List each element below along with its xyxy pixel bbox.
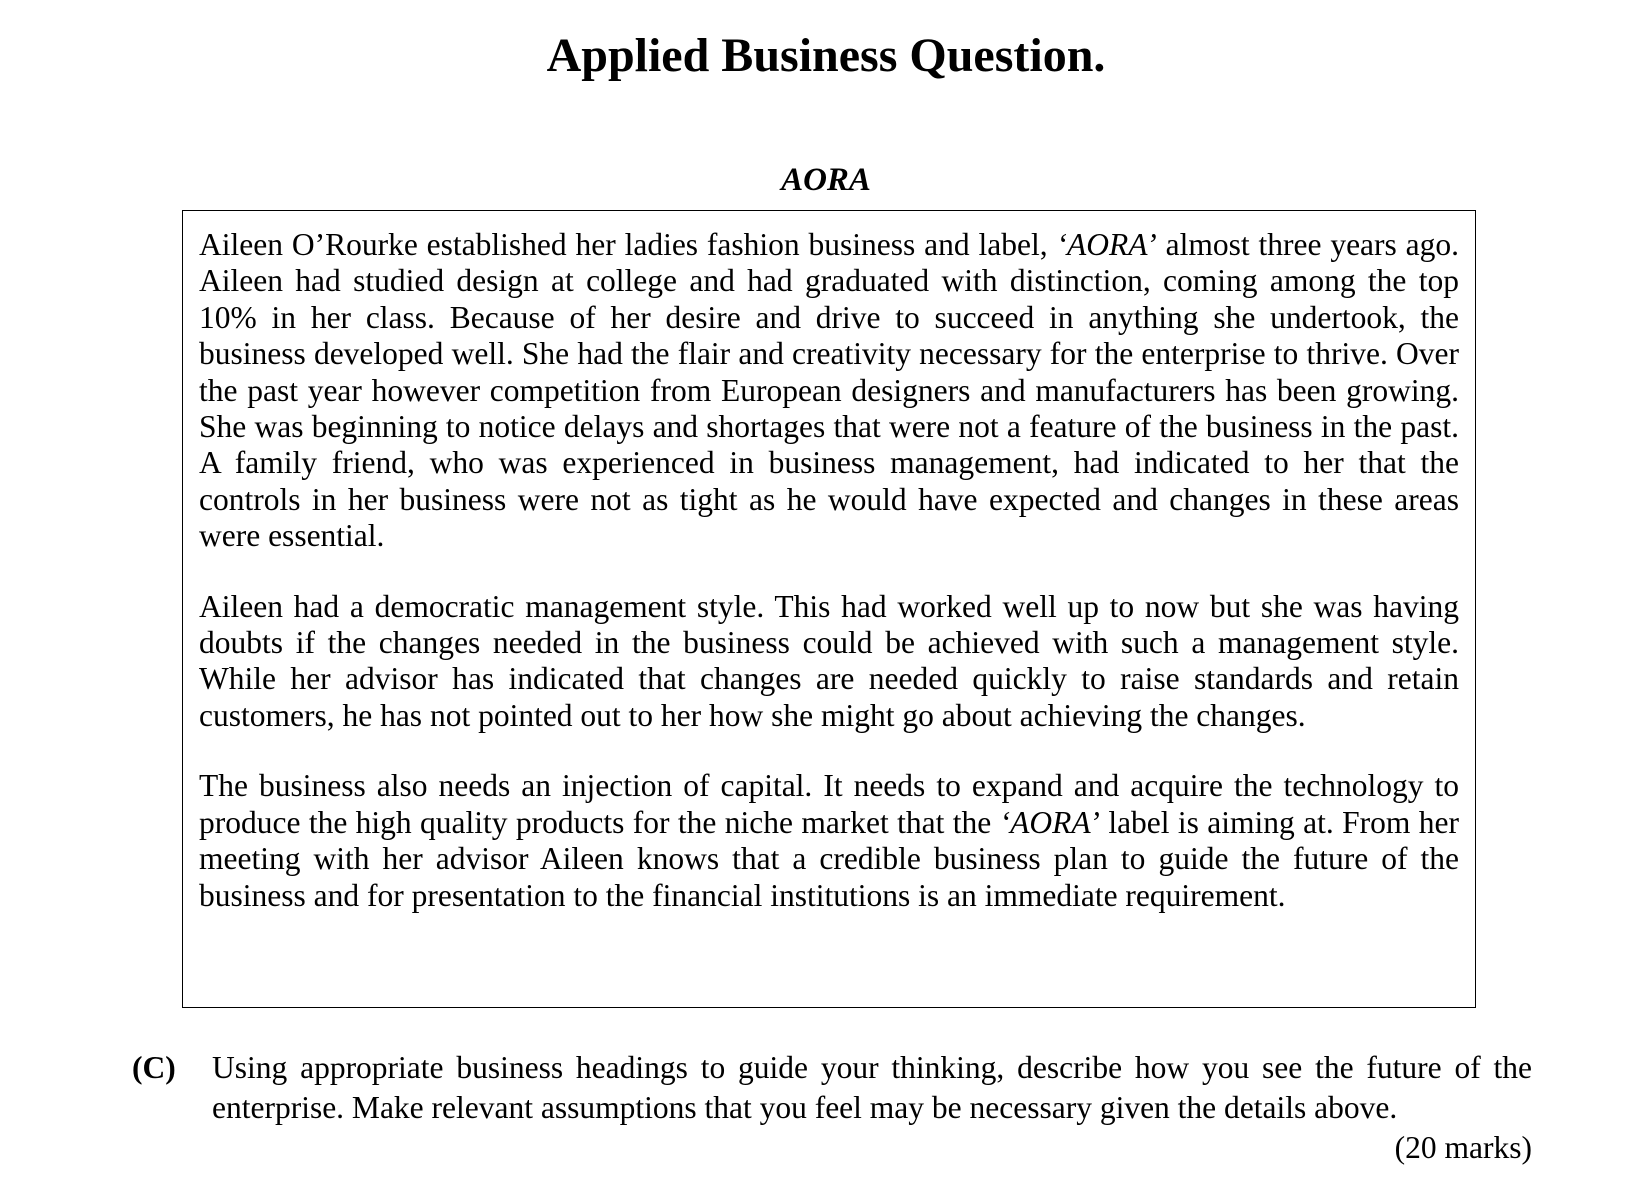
question-marks: (20 marks) xyxy=(1394,1130,1532,1165)
case-study-box xyxy=(182,210,1476,1008)
case-paragraph-3 xyxy=(199,768,1459,914)
question-label: (C) xyxy=(132,1050,176,1085)
paragraph-2-run-1: Aileen had a democratic management style. This had worked well up to now but she was having doubts if the changes needed in the business could be achieved with such a management style. While her advisor has indicated that changes are needed quickly to raise standards and retain customers, he has not pointed out to her how she might go about achieving the changes. xyxy=(199,588,1459,733)
paragraph-1-run-1: Aileen O’Rourke established her ladies fashion business and label, xyxy=(199,227,1057,262)
paragraph-3-run-1: The business also needs an injection of capital. It needs to expand and acquire the technology to produce the high quality products for the niche market that the xyxy=(199,768,1459,840)
case-paragraph-2 xyxy=(199,589,1459,735)
paragraph-1-run-2: almost three years ago. Aileen had studied design at college and had graduated with distinction, coming among the top 10% in her class. Because of her desire and drive to succeed in anything she undertook, the business developed well. She had the flair and creativity necessary for the enterprise to thrive. Over the past year however competition from European designers and manufacturers has been growing. She was beginning to notice delays and shortages that were not a feature of the business in the past. A family friend, who was experienced in business management, had indicated to her that the controls in her business were not as tight as he would have expected and changes in these areas were essential. xyxy=(199,227,1460,554)
aora-label-italic: ‘AORA’ xyxy=(1056,227,1157,262)
aora-label-italic: ‘AORA’ xyxy=(999,804,1100,840)
case-paragraph-1 xyxy=(199,227,1459,555)
case-study-heading: AORA xyxy=(781,162,871,198)
question-text: Using appropriate business headings to guide your thinking, describe how you see the future of the enterprise. Make relevant assumptions that you feel may be necessary given the details above. xyxy=(212,1050,1532,1125)
page-title: Applied Business Question. xyxy=(546,29,1106,82)
paragraph-3-run-2: label is aiming at. From her meeting with her advisor Aileen knows that a credible business plan to guide the future of the business and for presentation to the financial institutions is an immediate requirement. xyxy=(199,804,1459,913)
